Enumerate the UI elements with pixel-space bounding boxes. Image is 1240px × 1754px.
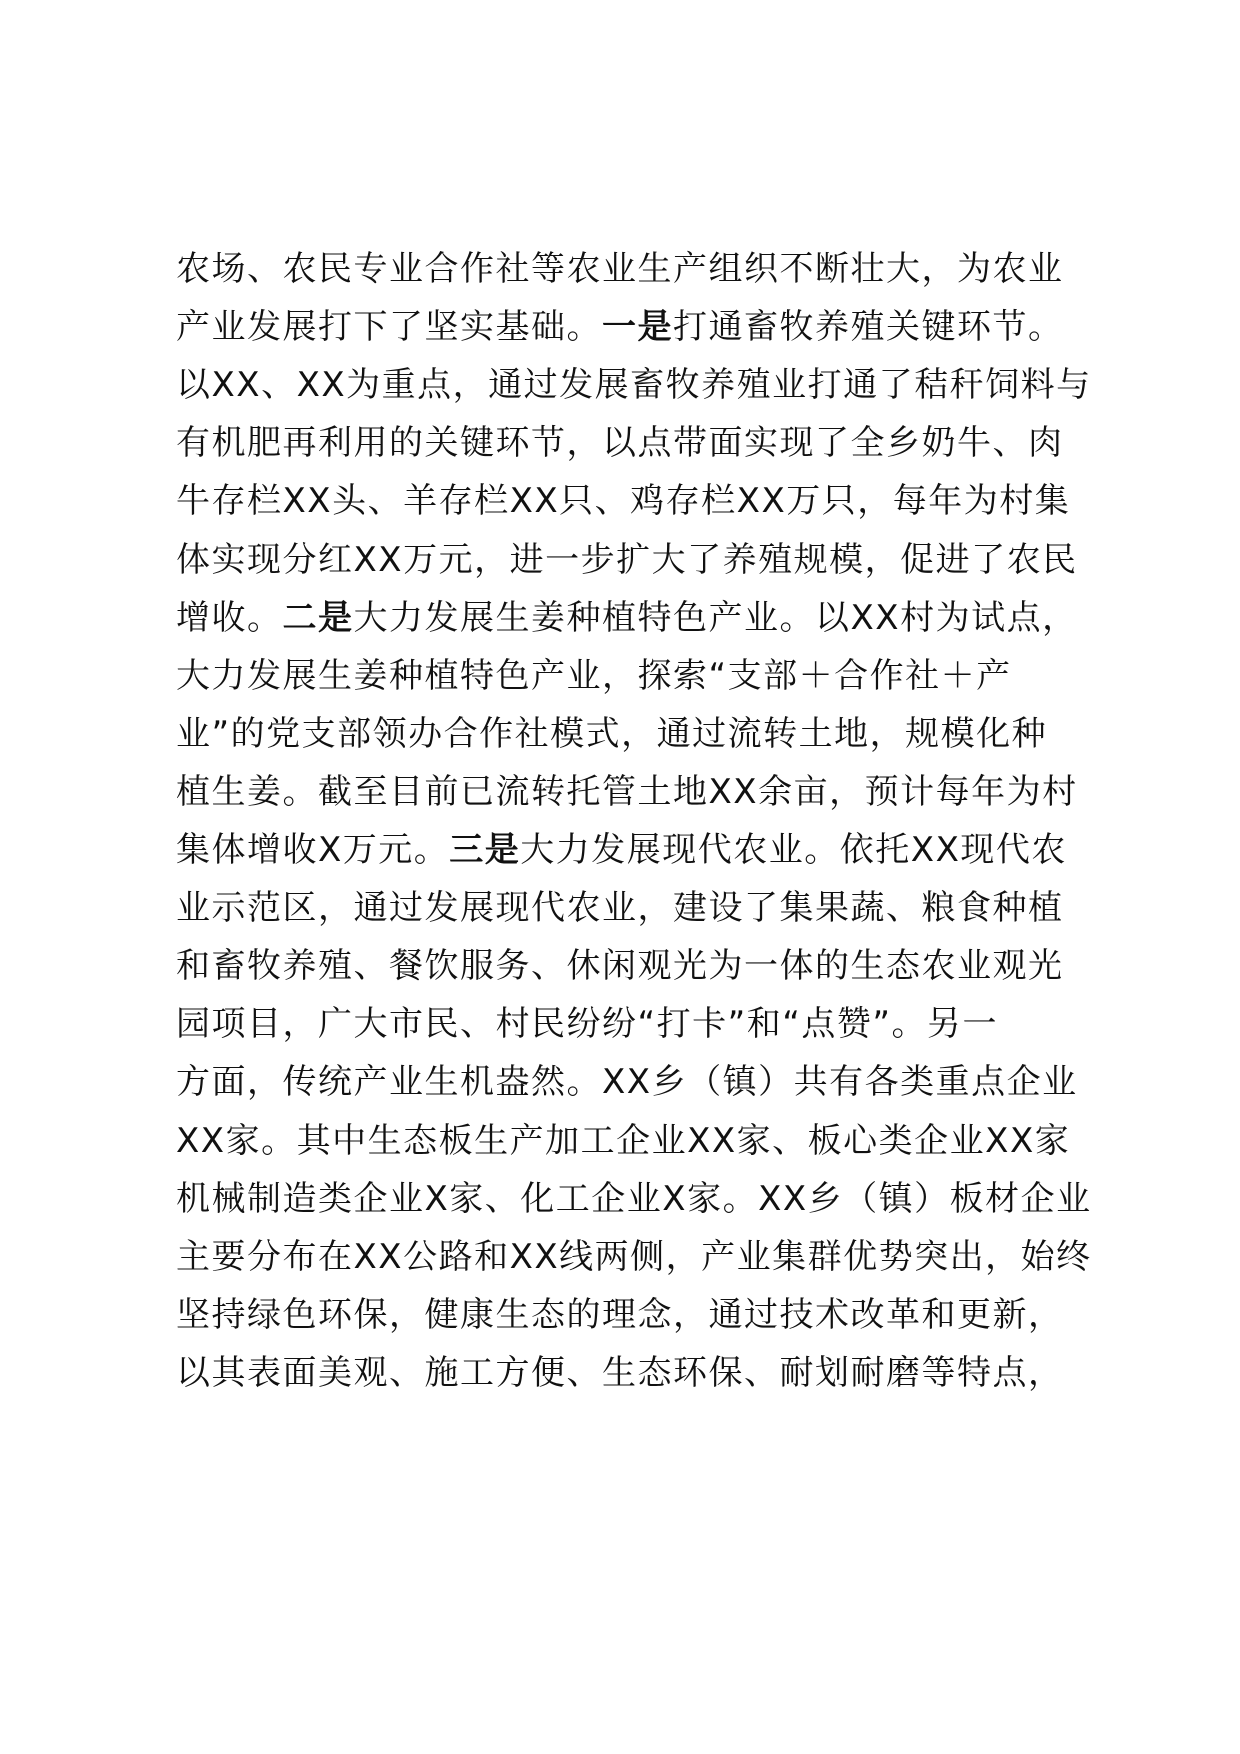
bold-lead-phrase: 二是: [282, 597, 354, 638]
text-line: [176, 468, 1070, 534]
text-segment: 园项目，广大市民、村民纷纷“打卡”和“点赞”。另一: [176, 1004, 998, 1045]
text-segment: 集体增收X万元。: [176, 830, 450, 870]
text-segment: 以XX、XX为重点，通过发展畜牧养殖业打通了秸秆饲料与: [176, 365, 1092, 406]
text-line: [176, 585, 1078, 651]
text-line: [176, 1282, 1064, 1348]
text-line: [176, 527, 1078, 593]
text-line: [176, 1049, 1078, 1115]
text-segment: 以其表面美观、施工方便、生态环保、耐划耐磨等特点，: [176, 1352, 1064, 1393]
text-line: [176, 1108, 1070, 1174]
text-segment: XX家。其中生态板生产加工企业XX家、板心类企业XX家: [176, 1120, 1071, 1161]
text-line: [176, 817, 1067, 883]
text-line: [176, 352, 1092, 418]
text-segment: 业示范区，通过发展现代农业，建设了集果蔬、粮食种植: [176, 888, 1064, 929]
text-line: [176, 701, 1047, 767]
text-segment: 坚持绿色环保，健康生态的理念，通过技术改革和更新，: [176, 1294, 1064, 1335]
text-segment: 业”的党支部领办合作社模式，通过流转土地，规模化种: [176, 713, 1048, 754]
text-line: [176, 236, 1064, 302]
text-segment: 产业发展打下了坚实基础。: [176, 307, 602, 348]
text-segment: 大力发展生姜种植特色产业。以XX村为试点，: [353, 597, 1078, 638]
text-segment: 方面，传统产业生机盎然。XX乡（镇）共有各类重点企业: [176, 1062, 1078, 1103]
text-line: [176, 875, 1064, 941]
text-segment: 和畜牧养殖、餐饮服务、休闲观光为一体的生态农业观光: [176, 946, 1064, 987]
text-segment: 大力发展现代农业。依托XX现代农: [520, 830, 1067, 870]
bold-lead-phrase: 三是: [449, 830, 521, 870]
text-line: [176, 294, 1064, 360]
text-line: [176, 410, 1064, 476]
text-segment: 有机肥再利用的关键环节，以点带面实现了全乡奶牛、肉: [176, 423, 1064, 464]
text-line: [176, 1166, 1092, 1232]
text-segment: 增收。: [176, 597, 283, 638]
text-line: [176, 1340, 1064, 1406]
text-line: [176, 759, 1078, 825]
text-line: [176, 1224, 1092, 1290]
bold-lead-phrase: 一是: [602, 307, 673, 348]
text-segment: 机械制造类企业X家、化工企业X家。XX乡（镇）板材企业: [176, 1178, 1092, 1219]
text-line: [176, 643, 1012, 709]
text-segment: 主要分布在XX公路和XX线两侧，产业集群优势突出，始终: [176, 1236, 1092, 1277]
text-segment: 体实现分红XX万元，进一步扩大了养殖规模，促进了农民: [176, 539, 1078, 580]
text-segment: 牛存栏XX头、羊存栏XX只、鸡存栏XX万只，每年为村集: [176, 481, 1071, 522]
text-segment: 打通畜牧养殖关键环节。: [673, 307, 1064, 348]
text-segment: 农场、农民专业合作社等农业生产组织不断壮大，为农业: [176, 249, 1064, 289]
text-line: [176, 933, 1064, 999]
text-line: [176, 991, 998, 1057]
text-segment: 植生姜。截至目前已流转托管土地XX余亩，预计每年为村: [176, 771, 1078, 812]
text-segment: 大力发展生姜种植特色产业，探索“支部＋合作社＋产: [176, 655, 1012, 696]
